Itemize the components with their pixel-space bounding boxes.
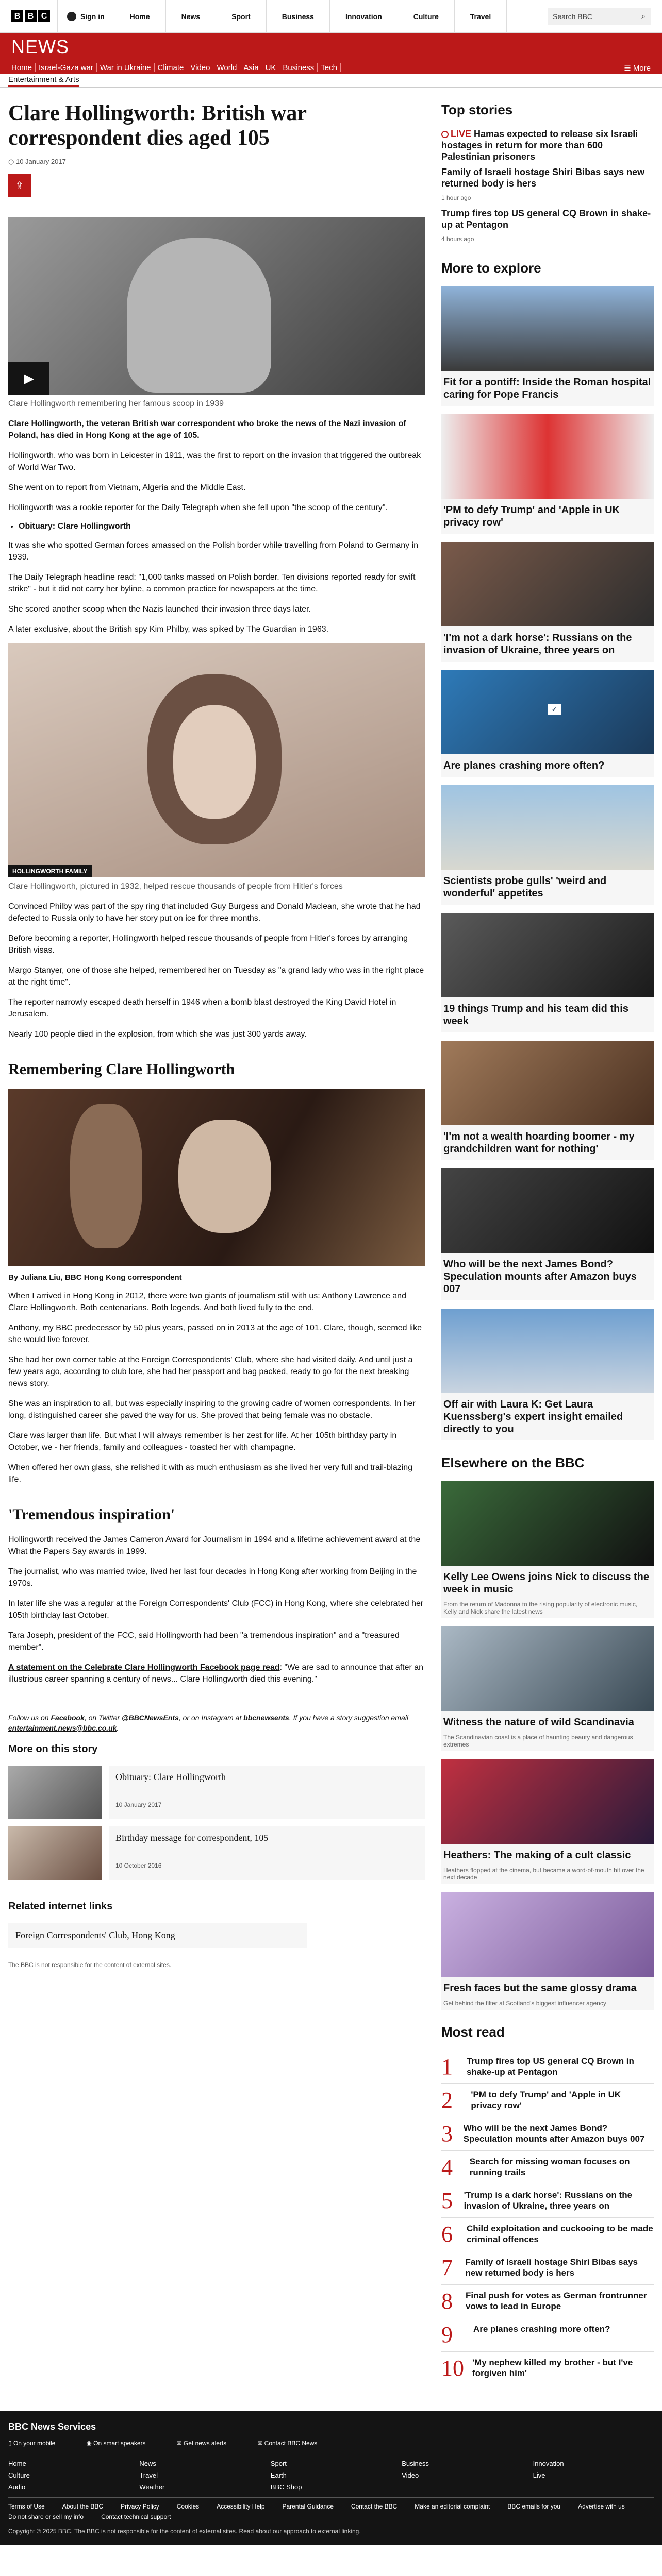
- footer-link[interactable]: Parental Guidance: [282, 2503, 334, 2510]
- explore-card[interactable]: 'I'm not a wealth hoarding boomer - my grandchildren want for nothing': [441, 1041, 654, 1160]
- explore-card[interactable]: 'I'm not a dark horse': Russians on the invasion of Ukraine, three years on: [441, 542, 654, 662]
- top-nav-home[interactable]: Home: [114, 0, 166, 33]
- article-paragraph: It was she who spotted German forces amassed on the Polish border while travelling from Poland to Germany in 1939.: [8, 541, 419, 562]
- footer-title: BBC News Services: [8, 2421, 96, 2432]
- most-read-item[interactable]: 2 'PM to defy Trump' and 'Apple in UK privacy row': [441, 2084, 654, 2117]
- elsewhere-card[interactable]: Kelly Lee Owens joins Nick to discuss the week in music From the return of Madonna to the rising popularity of electronic music, Kelly and Nick share the latest news: [441, 1481, 654, 1618]
- footer-link[interactable]: BBC emails for you: [507, 2503, 561, 2510]
- footer-nav-item[interactable]: Culture: [8, 2471, 30, 2479]
- top-nav: [114, 0, 507, 33]
- section-heading: Remembering Clare Hollingworth: [8, 1061, 235, 1078]
- story-card[interactable]: [8, 1766, 425, 1819]
- elsewhere-card[interactable]: Fresh faces but the same glossy drama Get behind the filter at Scotland's biggest influencer agency: [441, 1892, 654, 2010]
- top-bar: [0, 0, 662, 33]
- most-read-item[interactable]: 3 Who will be the next James Bond? Speculation mounts after Amazon buys 007: [441, 2117, 654, 2151]
- footer-nav: [8, 2460, 654, 2498]
- figure-caption: Clare Hollingworth, pictured in 1932, helped rescue thousands of people from Hitler's forces: [8, 882, 343, 891]
- explore-image: [441, 1168, 654, 1253]
- article-paragraph: The reporter narrowly escaped death herself in 1946 when a bomb blast destroyed the King David Hotel in Jerusalem.: [8, 998, 396, 1019]
- play-icon: ▶: [24, 370, 34, 386]
- news-subnav: [0, 61, 662, 74]
- footer-nav-item[interactable]: Audio: [8, 2483, 26, 2491]
- birthday-image: [8, 1089, 425, 1266]
- footer-nav-item[interactable]: Sport: [270, 2460, 287, 2467]
- article-paragraph: In later life she was a regular at the Foreign Correspondents' Club (FCC) in Hong Kong, where she celebrated her 105th birthday last October.: [8, 1599, 424, 1620]
- bbc-logo[interactable]: B B C: [11, 10, 50, 22]
- article-date: ◷ 10 January 2017: [8, 158, 66, 165]
- share-button[interactable]: [8, 174, 31, 197]
- more-to-explore-title: More to explore: [441, 260, 541, 276]
- article-headline: Clare Hollingworth: British war correspondent dies aged 105: [8, 101, 307, 150]
- page-body: [0, 88, 662, 2401]
- article-paragraph: Hollingworth was a rookie reporter for the Daily Telegraph when she fell upon "the scoop of the century".: [8, 503, 388, 512]
- most-read-list: [441, 2050, 654, 2401]
- subnav-tech[interactable]: Tech: [318, 63, 341, 72]
- article-paragraph: She scored another scoop when the Nazis launched their invasion three days later.: [8, 605, 311, 614]
- most-read-item[interactable]: 4 Search for missing woman focuses on running trails: [441, 2151, 654, 2184]
- article-paragraph: Hollingworth received the James Cameron Award for Journalism in 1994 and a lifetime achievement award at the What the Papers Say awards in 1999.: [8, 1535, 421, 1556]
- footer-link[interactable]: Accessibility Help: [217, 2503, 265, 2510]
- explore-card[interactable]: Who will be the next James Bond? Speculation mounts after Amazon buys 007: [441, 1168, 654, 1300]
- story-title[interactable]: Obituary: Clare Hollingworth: [115, 1772, 226, 1782]
- footer-link[interactable]: Advertise with us: [578, 2503, 625, 2510]
- alerts-link[interactable]: ✉ Get news alerts: [176, 2439, 227, 2447]
- article-paragraph: Tara Joseph, president of the FCC, said Hollingworth had been "a tremendous inspiration" and a "treasured member".: [8, 1631, 400, 1652]
- elsewhere-image: [441, 1481, 654, 1566]
- top-stories-list: [441, 128, 654, 245]
- subnav-more[interactable]: ☰ More: [624, 63, 651, 73]
- top-story[interactable]: Trump fires top US general CQ Brown in shake-up at Pentagon 4 hours ago: [441, 208, 651, 243]
- article-paragraph: Nearly 100 people died in the explosion, from which she was just 300 yards away.: [8, 1030, 307, 1039]
- article-paragraph: The journalist, who was married twice, lived her last four decades in Hong Kong after working from Beijing in the 1970s.: [8, 1567, 417, 1588]
- search-icon: ⌕: [641, 12, 646, 20]
- portrait-photo: [127, 238, 271, 393]
- top-nav-business[interactable]: Business: [267, 0, 330, 33]
- article-paragraph: Convinced Philby was part of the spy ring that included Guy Burgess and Donald Maclean, she wrote that he had defected to Russia only to have her story put on ice for three months.: [8, 902, 421, 923]
- elsewhere-image: [441, 1626, 654, 1711]
- explore-card[interactable]: 19 things Trump and his team did this week: [441, 913, 654, 1032]
- video-player[interactable]: [8, 217, 425, 395]
- top-nav-sport[interactable]: Sport: [216, 0, 267, 33]
- user-icon: [67, 12, 76, 21]
- top-nav-news[interactable]: News: [166, 0, 217, 33]
- top-stories-title: Top stories: [441, 102, 513, 117]
- mail-icon: ✉: [257, 2439, 264, 2447]
- top-nav-culture[interactable]: Culture: [398, 0, 455, 33]
- mobile-link[interactable]: ▯ On your mobile: [8, 2439, 56, 2447]
- external-link[interactable]: Foreign Correspondents' Club, Hong Kong: [8, 1923, 307, 1948]
- most-read-item[interactable]: 9 Are planes crashing more often?: [441, 2318, 654, 2352]
- article-paragraph: She was an inspiration to all, but was especially inspiring to the growing cadre of women correspondents. In her long, distinguished career she paved the way for us. She proved that being female was no obstacle.: [8, 1399, 416, 1420]
- image-credit: HOLLINGWORTH FAMILY: [8, 865, 92, 877]
- subnav-asia[interactable]: Asia: [240, 63, 262, 72]
- footer-nav-item[interactable]: Home: [8, 2460, 26, 2467]
- explore-card[interactable]: Scientists probe gulls' 'weird and wonderful' appetites: [441, 785, 654, 905]
- explore-image: [441, 542, 654, 626]
- signin-button[interactable]: Sign in: [57, 0, 114, 33]
- footer-link[interactable]: Do not share or sell my info: [8, 2513, 84, 2520]
- more-on-story-title: More on this story: [8, 1743, 98, 1755]
- article-paragraph: She had her own corner table at the Foreign Correspondents' Club, where she had visited daily. And until just a few years ago, according to club lore, she had her passport and bag packed, ready to go for the next breaking news story.: [8, 1355, 413, 1388]
- speakers-link[interactable]: ◉ On smart speakers: [86, 2439, 146, 2447]
- subnav-video[interactable]: Video: [187, 63, 213, 72]
- article-paragraph: Hollingworth, who was born in Leicester in 1911, was the first to report on the invasion that triggered the outbreak of World War Two.: [8, 451, 421, 472]
- subnav-ukraine[interactable]: War in Ukraine: [97, 63, 155, 72]
- search-input[interactable]: Search BBC ⌕: [548, 8, 651, 25]
- explore-image: [441, 414, 654, 499]
- subnav-home[interactable]: Home: [8, 63, 36, 72]
- sidebar: [441, 88, 654, 2401]
- footer-nav-item[interactable]: Video: [402, 2471, 419, 2479]
- article-paragraph: Clare was larger than life. But what I will always remember is her zest for life. At her 105th birthday party in October, we - her friends, family and colleagues - toasted her with champagne.: [8, 1431, 397, 1452]
- article: [8, 88, 425, 2401]
- clock-icon: ◷: [8, 158, 16, 165]
- most-read-item[interactable]: 10 'My nephew killed my brother - but I've forgiven him': [441, 2352, 654, 2385]
- elsewhere-card[interactable]: Heathers: The making of a cult classic Heathers flopped at the cinema, but became a word-of-mouth hit over the next decade: [441, 1759, 654, 1884]
- footer-link[interactable]: Make an editorial complaint: [415, 2503, 490, 2510]
- explore-image: [441, 670, 654, 754]
- story-date: 10 January 2017: [115, 1801, 162, 1808]
- footer-nav-item[interactable]: Weather: [139, 2483, 165, 2491]
- footer-link[interactable]: Terms of Use: [8, 2503, 45, 2510]
- news-title[interactable]: NEWS: [11, 36, 69, 57]
- elsewhere-image: [441, 1759, 654, 1844]
- footer-link[interactable]: Contact the BBC: [351, 2503, 398, 2510]
- subnav-israel-gaza[interactable]: Israel-Gaza war: [36, 63, 97, 72]
- top-nav-travel[interactable]: Travel: [455, 0, 507, 33]
- explore-image: [441, 913, 654, 997]
- face-shape: [173, 705, 256, 819]
- person-shape: [70, 1104, 142, 1248]
- article-paragraph: The Daily Telegraph headline read: "1,000 tanks massed on Polish border. Ten divisions reported ready for swift strike" - but it did not carry her byline, a common practice for newspapers at the time.: [8, 573, 416, 594]
- person-shape: [178, 1120, 271, 1233]
- article-paragraph: When offered her own glass, she relished it with as much enthusiasm as she lived her very full and trail-blazing life.: [8, 1463, 413, 1484]
- article-paragraph: A statement on the Celebrate Clare Hollingworth Facebook page read: "We are sad to announce that after an illustrious career spanning a century of news... Clare Hollingworth died this evening.": [8, 1663, 424, 1684]
- speaker-icon: ◉: [86, 2439, 94, 2447]
- footer-link[interactable]: Cookies: [176, 2503, 200, 2510]
- story-card[interactable]: [8, 1826, 425, 1880]
- article-paragraph: Margo Stanyer, one of those she helped, remembered her on Tuesday as "a grand lady who was in the right place at the right time".: [8, 966, 424, 987]
- footer: [0, 2411, 662, 2545]
- elsewhere-image: [441, 1892, 654, 1977]
- article-lead: Clare Hollingworth, the veteran British war correspondent who broke the news of the Nazi invasion of Poland, has died in Hong Kong at the age of 105.: [8, 419, 406, 440]
- top-nav-innovation[interactable]: Innovation: [330, 0, 398, 33]
- twitter-link[interactable]: @BBCNewsEnts: [121, 1714, 179, 1722]
- story-thumbnail: [8, 1766, 102, 1819]
- explore-image: [441, 1309, 654, 1393]
- explore-image: [441, 286, 654, 371]
- explore-card[interactable]: Off air with Laura K: Get Laura Kuenssberg's expert insight emailed directly to you: [441, 1309, 654, 1440]
- explore-card[interactable]: ✓ Are planes crashing more often?: [441, 670, 654, 777]
- article-paragraph: She went on to report from Vietnam, Algeria and the Middle East.: [8, 483, 246, 492]
- subnav-uk[interactable]: UK: [262, 63, 280, 72]
- footer-links: [8, 2503, 654, 2520]
- footer-link[interactable]: Privacy Policy: [121, 2503, 159, 2510]
- article-paragraph: Anthony, my BBC predecessor by 50 plus years, passed on in 2013 at the age of 101. Clare, though, seemed like she would live forever.: [8, 1324, 422, 1344]
- footer-nav-item[interactable]: Earth: [270, 2471, 287, 2479]
- play-button[interactable]: [8, 362, 49, 395]
- most-read-item[interactable]: 8 Final push for votes as German frontrunner vows to lead in Europe: [441, 2285, 654, 2318]
- mobile-icon: ▯: [8, 2439, 13, 2447]
- article-paragraph: Before becoming a reporter, Hollingworth helped rescue thousands of people from Hitler's forces by arranging British visas.: [8, 934, 408, 955]
- story-date: 10 October 2016: [115, 1862, 162, 1869]
- email-link[interactable]: entertainment.news@bbc.co.uk: [8, 1724, 117, 1732]
- footer-nav-item[interactable]: News: [139, 2460, 156, 2467]
- share-icon: ⇪: [15, 180, 24, 192]
- instagram-link[interactable]: bbcnewsents: [243, 1714, 289, 1722]
- footer-nav-item[interactable]: Live: [533, 2471, 545, 2479]
- portrait-image: [8, 643, 425, 877]
- most-read-title: Most read: [441, 2024, 505, 2040]
- related-links-title: Related internet links: [8, 1901, 113, 1912]
- story-title[interactable]: Birthday message for correspondent, 105: [115, 1833, 269, 1843]
- news-banner: [0, 33, 662, 61]
- byline: By Juliana Liu, BBC Hong Kong correspondent: [8, 1273, 182, 1282]
- footer-nav-item[interactable]: Travel: [139, 2471, 158, 2479]
- obituary-link[interactable]: • Obituary: Clare Hollingworth: [19, 522, 425, 531]
- facebook-link[interactable]: Facebook: [51, 1714, 85, 1722]
- footer-apps: [8, 2439, 654, 2454]
- footer-nav-item[interactable]: Innovation: [533, 2460, 564, 2467]
- explore-image: [441, 1041, 654, 1125]
- menu-icon: ☰: [624, 63, 633, 73]
- external-disclaimer: The BBC is not responsible for the content of external sites.: [8, 1961, 172, 1969]
- subnav-business[interactable]: Business: [279, 63, 318, 72]
- section-link[interactable]: Entertainment & Arts: [8, 75, 79, 87]
- story-thumbnail: [8, 1826, 102, 1880]
- related-list: [19, 522, 425, 531]
- article-paragraph: When I arrived in Hong Kong in 2012, there were two giants of journalism still with us: Anthony Lawrence and Clare Hollingworth. Both centenarians. Both legends. And both lived fully to the end.: [8, 1292, 406, 1312]
- explore-card[interactable]: 'PM to defy Trump' and 'Apple in UK privacy row': [441, 414, 654, 534]
- elsewhere-title: Elsewhere on the BBC: [441, 1455, 585, 1470]
- copyright: Copyright © 2025 BBC. The BBC is not responsible for the content of external sites. Read about our approach to external linking.: [8, 2528, 361, 2535]
- elsewhere-card[interactable]: Witness the nature of wild Scandinavia The Scandinavian coast is a place of haunting beauty and dangerous extremes: [441, 1626, 654, 1751]
- subnav-climate[interactable]: Climate: [155, 63, 188, 72]
- footer-link[interactable]: About the BBC: [62, 2503, 104, 2510]
- subnav-world[interactable]: World: [213, 63, 240, 72]
- top-story[interactable]: Family of Israeli hostage Shiri Bibas says new returned body is hers 1 hour ago: [441, 167, 645, 201]
- live-icon: [441, 131, 449, 138]
- section-heading: 'Tremendous inspiration': [8, 1506, 175, 1523]
- footer-link[interactable]: Contact technical support: [101, 2513, 171, 2520]
- most-read-item[interactable]: 7 Family of Israeli hostage Shiri Bibas says new returned body is hers: [441, 2251, 654, 2285]
- top-story[interactable]: LIVE Hamas expected to release six Israeli hostages in return for more than 600 Palestinian prisoners: [441, 129, 638, 162]
- verify-badge: ✓: [548, 704, 561, 715]
- most-read-item[interactable]: 6 Child exploitation and cuckooing to be made criminal offences: [441, 2218, 654, 2251]
- article-paragraph: A later exclusive, about the British spy Kim Philby, was spiked by The Guardian in 1963.: [8, 625, 329, 634]
- bell-icon: ✉: [176, 2439, 184, 2447]
- footer-nav-item[interactable]: Business: [402, 2460, 429, 2467]
- explore-card[interactable]: Fit for a pontiff: Inside the Roman hospital caring for Pope Francis: [441, 286, 654, 406]
- follow-us: Follow us on Facebook, on Twitter @BBCNewsEnts, or on Instagram at bbcnewsents. If you have a story suggestion email entertainment.news@bbc.co.uk.: [8, 1704, 425, 1733]
- footer-nav-item[interactable]: BBC Shop: [270, 2483, 302, 2491]
- most-read-item[interactable]: 1 Trump fires top US general CQ Brown in shake-up at Pentagon: [441, 2050, 654, 2084]
- figure-caption: Clare Hollingworth remembering her famous scoop in 1939: [8, 399, 224, 408]
- section-nav: [0, 74, 662, 88]
- facebook-statement-link[interactable]: A statement on the Celebrate Clare Hollingworth Facebook page read: [8, 1663, 280, 1672]
- most-read-item[interactable]: 5 'Trump is a dark horse': Russians on the invasion of Ukraine, three years on: [441, 2184, 654, 2218]
- explore-image: [441, 785, 654, 870]
- contact-link[interactable]: ✉ Contact BBC News: [257, 2439, 318, 2447]
